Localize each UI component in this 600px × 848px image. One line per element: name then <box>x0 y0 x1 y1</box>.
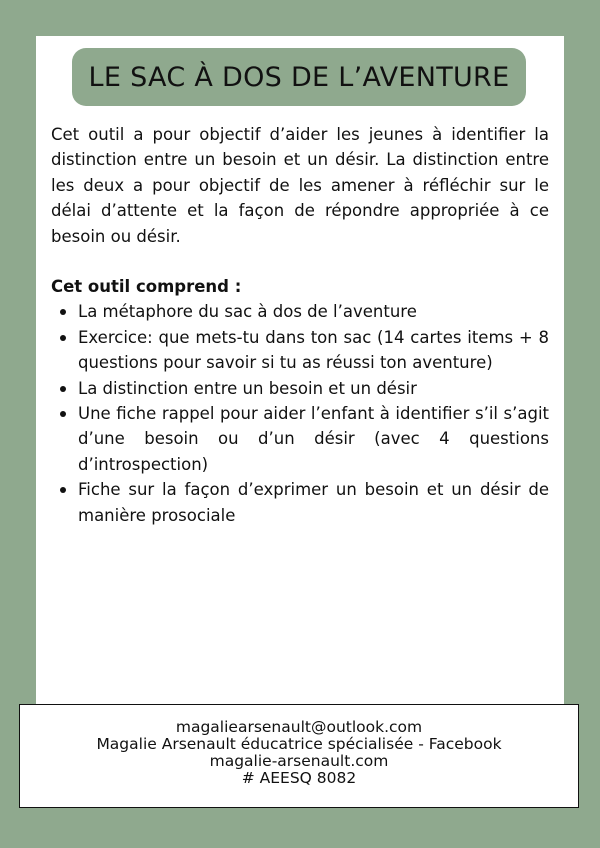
footer-email: magaliearsenault@outlook.com <box>175 718 423 736</box>
list-item-text: Une fiche rappel pour aider l’enfant à identifier s’il s’agit d’une besoin ou d’un désir (avec 4 questions d’introspection) <box>78 404 549 474</box>
bullet-icon <box>60 411 66 417</box>
bullet-icon <box>60 335 66 341</box>
bullet-icon <box>60 309 66 315</box>
list-item-text: Fiche sur la façon d’exprimer un besoin et un désir de manière prosociale <box>78 480 549 525</box>
intro-paragraph: Cet outil a pour objectif d’aider les jeunes à identifier la distinction entre un besoin et un désir. La distinction entre les deux a pour objectif de les amener à réfléchir sur le délai d’attente et la façon de répondre appropriée à ce besoin ou désir. <box>51 125 549 246</box>
bullet-icon <box>60 487 66 493</box>
main-content <box>51 122 549 528</box>
list-item <box>51 477 549 528</box>
list-item <box>51 325 549 376</box>
list-item <box>51 401 549 477</box>
footer-registration: # AEESQ 8082 <box>241 769 357 787</box>
footer-website: magalie-arsenault.com <box>209 752 389 770</box>
list-item <box>51 376 549 401</box>
list-item <box>51 299 549 324</box>
tool-contents-heading: Cet outil comprend : <box>51 277 242 297</box>
page-title: LE SAC À DOS DE L’AVENTURE <box>88 61 510 93</box>
list-item-text: La distinction entre un besoin et un désir <box>78 378 417 398</box>
list-item-text: La métaphore du sac à dos de l’aventure <box>78 302 417 322</box>
list-item-text: Exercice: que mets-tu dans ton sac (14 cartes items + 8 questions pour savoir si tu as réussi ton aventure) <box>78 327 549 373</box>
bullet-icon <box>60 386 66 392</box>
contact-footer <box>19 704 579 808</box>
title-banner <box>72 48 526 106</box>
footer-name-line: Magalie Arsenault éducatrice spécialisée - Facebook <box>96 735 502 753</box>
tool-contents-list <box>51 299 549 528</box>
